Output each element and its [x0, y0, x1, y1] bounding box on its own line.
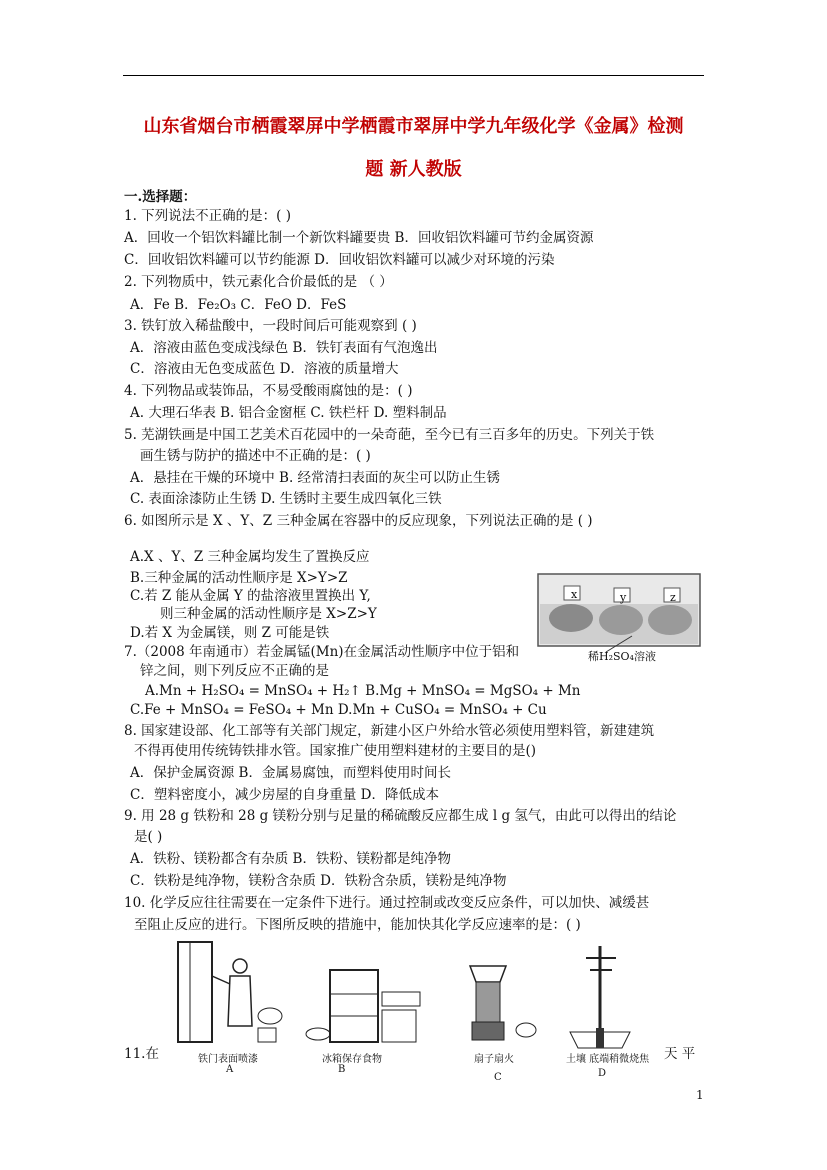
question-5: 5. 芜湖铁画是中国工艺美术百花园中的一朵奇葩，至今已有三百多年的历史。下列关于铁 [124, 427, 655, 443]
question-1: 1. 下列说法不正确的是：( ) [124, 208, 291, 224]
fig10-caption-c: 扇子扇火 [474, 1054, 514, 1065]
question-7: 7.（2008 年南通市）若金属锰(Mn)在金属活动性顺序中位于铝和 [124, 644, 520, 660]
q6-option-b: B.三种金属的活动性顺序是 X>Y>Z [130, 570, 348, 586]
q2-options: A．Fe B．Fe₂O₃ C．FeO D．FeS [130, 297, 347, 313]
q6-option-d: D.若 X 为金属镁，则 Z 可能是铁 [130, 625, 330, 641]
q1-options-cd: C．回收铝饮料罐可以节约能源 D．回收铝饮料罐可以减少对环境的污染 [124, 252, 555, 268]
fig6-label-x: x [571, 588, 578, 601]
question-6: 6. 如图所示是 X 、Y、Z 三种金属在容器中的反应现象，下列说法正确的是 ( ) [124, 513, 593, 529]
q4-options: A. 大理石华表 B. 铝合金窗框 C. 铁栏杆 D. 塑料制品 [130, 405, 447, 421]
q5-options-cd: C. 表面涂漆防止生锈 D. 生锈时主要生成四氧化三铁 [130, 491, 442, 507]
doc-title-line1: 山东省烟台市栖霞翠屏中学栖霞市翠屏中学九年级化学《金属》检测 [143, 116, 684, 137]
q7-options-ab: A.Mn + H₂SO₄ = MnSO₄ + H₂↑ B.Mg + MnSO₄ = MgSO₄ + Mn [145, 683, 581, 699]
fig10-caption-d: 土壤 底端稍微烧焦 [566, 1054, 650, 1065]
question-10-cont: 至阻止反应的进行。下图所反映的措施中，能加快其化学反应速率的是：( ) [134, 917, 581, 933]
q8-options-cd: C．塑料密度小，减少房屋的自身重量 D．降低成本 [130, 787, 439, 803]
question-8-cont: 不得再使用传统铸铁排水管。国家推广使用塑料建材的主要目的是() [134, 743, 537, 759]
question-9-cont: 是( ) [134, 829, 163, 845]
q9-options-cd: C．铁粉是纯净物，镁粉含杂质 D．铁粉含杂质，镁粉是纯净物 [130, 873, 507, 889]
q3-options-ab: A．溶液由蓝色变成浅绿色 B．铁钉表面有气泡逸出 [130, 340, 438, 356]
question-3: 3. 铁钉放入稀盐酸中，一段时间后可能观察到 ( ) [124, 318, 417, 334]
question-7-cont: 锌之间，则下列反应不正确的是 [140, 663, 329, 679]
q9-options-ab: A．铁粉、镁粉都含有杂质 B．铁粉、镁粉都是纯净物 [130, 851, 451, 867]
page-number: 1 [696, 1088, 704, 1102]
question-4: 4. 下列物品或装饰品，不易受酸雨腐蚀的是：( ) [124, 383, 413, 399]
fig6-label-y: y [620, 591, 627, 604]
header-rule [123, 75, 704, 76]
question-10: 10. 化学反应往往需要在一定条件下进行。通过控制或改变反应条件，可以加快、减缓甚 [124, 895, 650, 911]
fig10-letter-c: C [494, 1072, 502, 1083]
doc-title-line2: 题 新人教版 [365, 159, 462, 180]
q8-options-ab: A．保护金属资源 B．金属易腐蚀，而塑料使用时间长 [130, 765, 451, 781]
fig10-letter-d: D [598, 1068, 607, 1079]
question-5-cont: 画生锈与防护的描述中不正确的是：( ) [140, 448, 371, 464]
section-heading: 一.选择题： [124, 189, 197, 205]
fig10-letter-b: B [338, 1064, 346, 1075]
fig6-caption: 稀H₂SO₄溶液 [588, 650, 656, 663]
q3-options-cd: C．溶液由无色变成蓝色 D．溶液的质量增大 [130, 361, 399, 377]
fig10-letter-a: A [226, 1064, 234, 1075]
question-9: 9. 用 28 g 铁粉和 28 g 镁粉分别与足量的稀硫酸反应都生成 l g 氢气，由此可以得出的结论 [124, 808, 677, 824]
fig6-label-z: z [670, 591, 676, 604]
question-8: 8. 国家建设部、化工部等有关部门规定，新建小区户外给水管必须使用塑料管，新建建筑 [124, 723, 655, 739]
fig10-caption-a: 铁门表面喷漆 [198, 1054, 258, 1065]
q6-option-c: C.若 Z 能从金属 Y 的盐溶液里置换出 Y, [130, 588, 371, 604]
q6-option-c-cont: 则三种金属的活动性顺序是 X>Z>Y [160, 606, 377, 622]
question-11-end: 天 平 [664, 1046, 696, 1062]
q7-options-cd: C.Fe + MnSO₄ = FeSO₄ + Mn D.Mn + CuSO₄ = MnSO₄ + Cu [130, 702, 547, 718]
question-2: 2. 下列物质中，铁元素化合价最低的是 （ ） [124, 274, 393, 290]
fig10-caption-b: 冰箱保存食物 [322, 1054, 382, 1065]
q1-options-ab: A．回收一个铝饮料罐比制一个新饮料罐要贵 B．回收铝饮料罐可节约金属资源 [124, 230, 594, 246]
question-11-start: 11.在 [124, 1046, 159, 1062]
q6-option-a: A.X 、Y、Z 三种金属均发生了置换反应 [130, 549, 370, 565]
q5-options-ab: A．悬挂在干燥的环境中 B. 经常清扫表面的灰尘可以防止生锈 [130, 470, 501, 486]
